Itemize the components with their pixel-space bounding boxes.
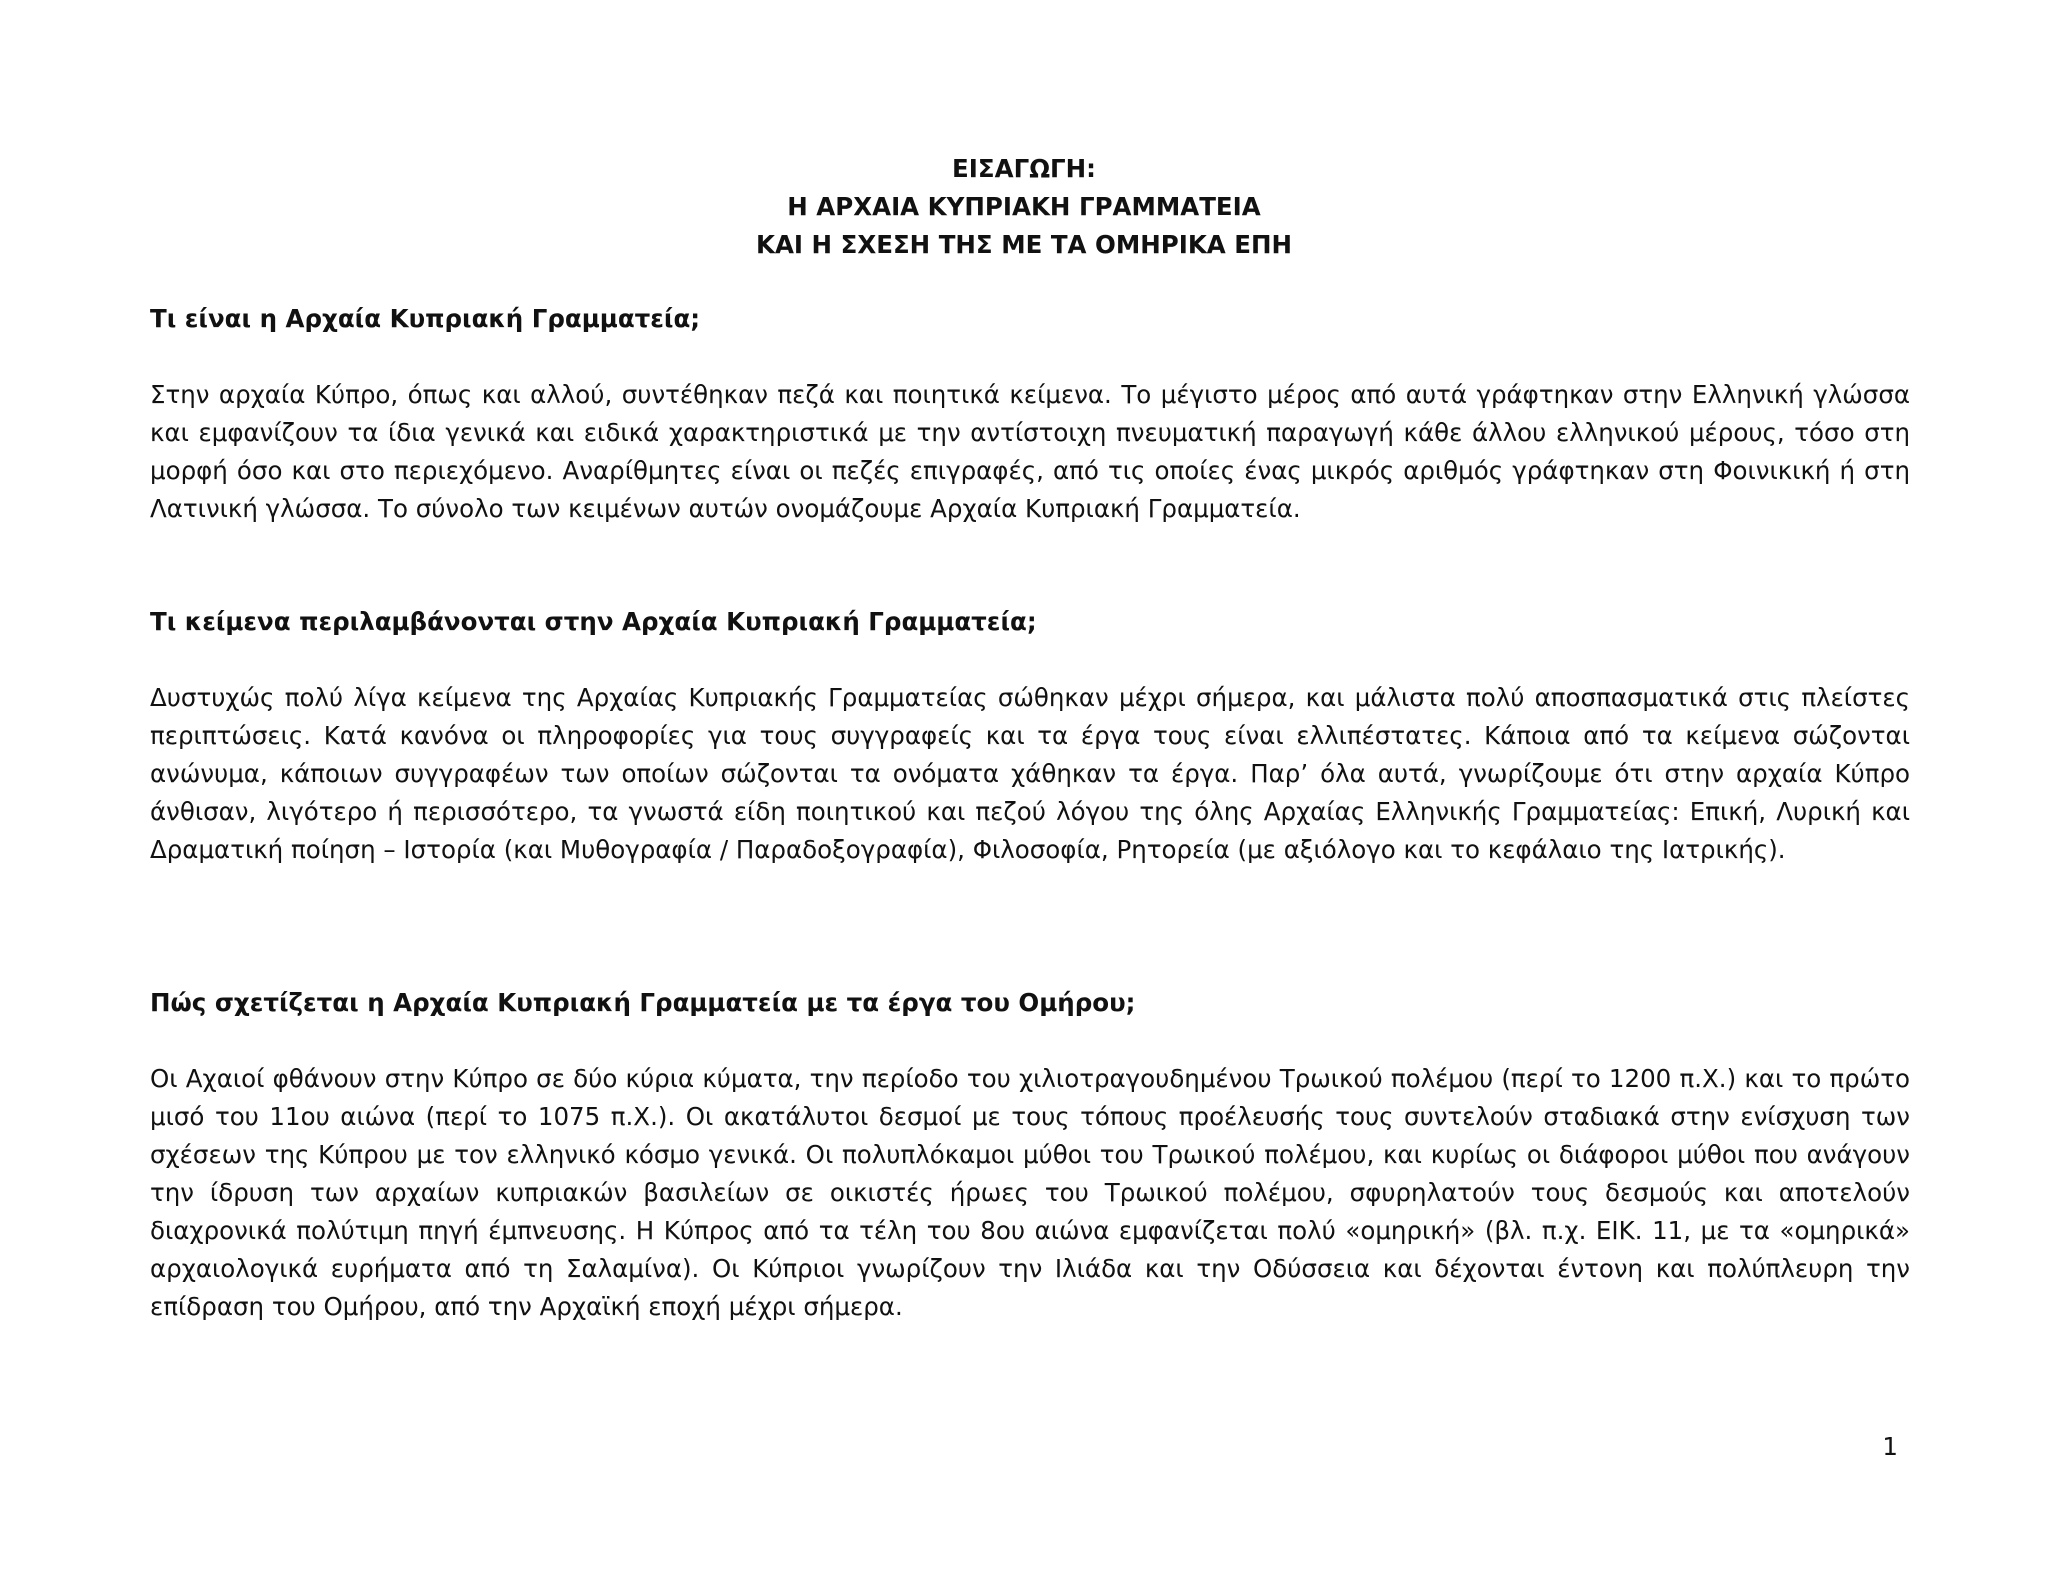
section-heading-1: Τι είναι η Αρχαία Κυπριακή Γραμματεία; xyxy=(150,304,701,333)
document-title xyxy=(0,150,2048,264)
title-line-3: ΚΑΙ Η ΣΧΕΣΗ ΤΗΣ ΜΕ ΤΑ ΟΜΗΡΙΚΑ ΕΠΗ xyxy=(755,230,1293,259)
title-line-1: ΕΙΣΑΓΩΓΗ: xyxy=(952,154,1096,183)
title-line-2: Η ΑΡΧΑΙΑ ΚΥΠΡΙΑΚΗ ΓΡΑΜΜΑΤΕΙΑ xyxy=(787,192,1261,221)
section-paragraph-1: Στην αρχαία Κύπρο, όπως και αλλού, συντέθηκαν πεζά και ποιητικά κείμενα. Το μέγιστο μέρος από αυτά γράφτηκαν στην Ελληνική γλώσσα και εμφανίζουν τα ίδια γενικά και ειδικά χαρακτηριστικά με την αντίστοιχη πνευματική παραγωγή κάθε άλλου ελληνικού μέρους, τόσο στη μορφή όσο και στο περιεχόμενο. Αναρίθμητες είναι οι πεζές επιγραφές, από τις οποίες ένας μικρός αριθμός γράφτηκαν στη Φοινικική ή στη Λατινική γλώσσα. Το σύνολο των κειμένων αυτών ονομάζουμε Αρχαία Κυπριακή Γραμματεία. xyxy=(150,380,1910,523)
section-heading-3: Πώς σχετίζεται η Αρχαία Κυπριακή Γραμματεία με τα έργα του Ομήρου; xyxy=(150,988,1136,1017)
section-paragraph-3: Οι Αχαιοί φθάνουν στην Κύπρο σε δύο κύρια κύματα, την περίοδο του χιλιοτραγουδημένου Τρωικού πολέμου (περί το 1200 π.Χ.) και το πρώτο μισό του 11ου αιώνα (περί το 1075 π.Χ.). Οι ακατάλυτοι δεσμοί με τους τόπους προέλευσής τους συντελούν σταδιακά στην ενίσχυση των σχέσεων της Κύπρου με τον ελληνικό κόσμο γενικά. Οι πολυπλόκαμοι μύθοι του Τρωικού πολέμου, και κυρίως οι διάφοροι μύθοι που ανάγουν την ίδρυση των αρχαίων κυπριακών βασιλείων σε οικιστές ήρωες του Τρωικού πολέμου, σφυρηλατούν τους δεσμούς και αποτελούν διαχρονικά πολύτιμη πηγή έμπνευσης. Η Κύπρος από τα τέλη του 8ου αιώνα εμφανίζεται πολύ «ομηρική» (βλ. π.χ. ΕΙΚ. 11, με τα «ομηρικά» αρχαιολογικά ευρήματα από τη Σαλαμίνα). Οι Κύπριοι γνωρίζουν την Ιλιάδα και την Οδύσσεια και δέχονται έντονη και πολύπλευρη την επίδραση του Ομήρου, από την Αρχαϊκή εποχή μέχρι σήμερα. xyxy=(150,1064,1910,1321)
section-heading-2: Τι κείμενα περιλαμβάνονται στην Αρχαία Κυπριακή Γραμματεία; xyxy=(150,607,1037,636)
section-paragraph-2: Δυστυχώς πολύ λίγα κείμενα της Αρχαίας Κυπριακής Γραμματείας σώθηκαν μέχρι σήμερα, και μάλιστα πολύ αποσπασματικά στις πλείστες περιπτώσεις. Κατά κανόνα οι πληροφορίες για τους συγγραφείς και τα έργα τους είναι ελλιπέστατες. Κάποια από τα κείμενα σώζονται ανώνυμα, κάποιων συγγραφέων των οποίων σώζονται τα ονόματα χάθηκαν τα έργα. Παρ’ όλα αυτά, γνωρίζουμε ότι στην αρχαία Κύπρο άνθισαν, λιγότερο ή περισσότερο, τα γνωστά είδη ποιητικού και πεζού λόγου της όλης Αρχαίας Ελληνικής Γραμματείας: Επική, Λυρική και Δραματική ποίηση – Ιστορία (και Μυθογραφία / Παραδοξογραφία), Φιλοσοφία, Ρητορεία (με αξιόλογο και το κεφάλαιο της Ιατρικής). xyxy=(150,683,1910,864)
page-number: 1 xyxy=(1882,1432,1898,1461)
